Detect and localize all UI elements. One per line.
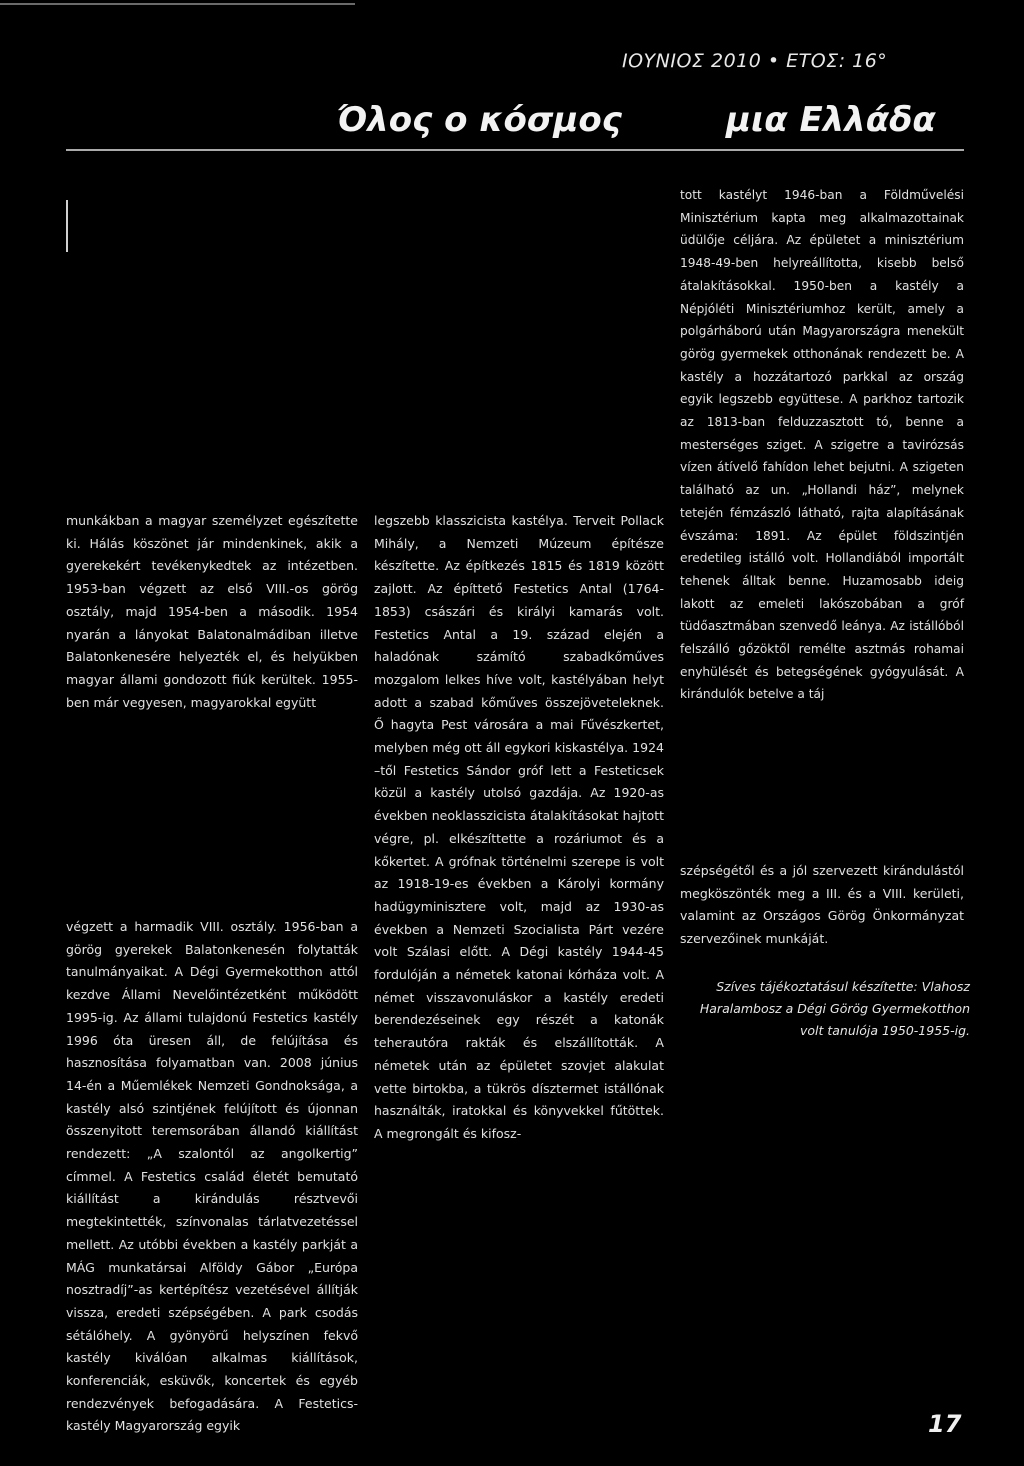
column-1-top: munkákban a magyar személyzet egészítette ki. Hálás köszönet jár mindenkinek, akik a gyerekekért tevékenykedtek az intézetben. 1953-ban végzett az első VIII.-os görög osztály, majd 1954-ben a második. 1954 nyarán a lányokat Balatonalmádiban illetve Balatonkenesére helyezték el, és helyükben magyar állami gondozott fiúk kerültek. 1955-ben már vegyesen, magyarokkal együtt (66, 513, 358, 710)
masthead-left: Όλος ο κόσμος (337, 100, 622, 140)
masthead-right: μια Ελλάδα (726, 100, 936, 140)
issue-line: ΙΟΥΝΙΟΣ 2010 • ΕΤΟΣ: 16° (622, 50, 888, 72)
margin-mark (66, 200, 68, 252)
column-3-top: tott kastélyt 1946-ban a Földművelési Minisztérium kapta meg alkalmazottainak üdülője céljára. Az épületet a minisztérium 1948-49-ben helyreállította, kisebb belső átalakításokkal. 1950-ben a kastély a Népjóléti Minisztériumhoz került, amely a polgárháború után Magyarországra menekült görög gyermekek otthonának rendezett be. A kastély a hozzátartozó parkkal az ország egyik legszebb együttese. A parkhoz tartozik az 1813-ban felduzzasztott tó, benne a mesterséges sziget. A szigetre a tavirózsás vízen átívelő fahídon lehet bejutni. A szigeten található az un. „Hollandi ház”, melynek tetején fémzászló látható, rajta alapításának évszáma: 1891. Az épület földszintjén eredetileg istálló volt. Hollandiából importált tehenek álltak benne. Huzamosabb ideig lakott az emeleti lakószobában a gróf tüdőasztmában szenvedő leánya. Az istállóból felszálló gőzöktől remélte asztmás rohamai enyhülését és betegségének gyógyulását. A kirándulók betelve a táj (680, 188, 964, 702)
header-rule (66, 149, 964, 151)
column-2: legszebb klasszicista kastélya. Terveit Pollack Mihály, a Nemzeti Múzeum építésze készítette. Az építkezés 1815 és 1819 között zajlott. Az építtető Festetics Antal (1764-1853) császári és királyi kamarás volt. Festetics Antal a 19. század elején a haladónak számító szabadkőműves mozgalom lelkes híve volt, kastélyában helyt adott a szabad kőműves összejöveteleknek. Ő hagyta Pest városára a mai Fűvészkertet, melyben még ott áll egykori kiskastélya. 1924 –től Festetics Sándor gróf lett a Festeticsek közül a kastély utolsó gazdája. Az 1920-as években neoklasszicista átalakításokat hajtott végre, pl. elkészíttette a rozáriumot és a kőkertet. A grófnak történelmi szerepe is volt az 1918-19-es években a Károlyi kormány hadügyminisztere volt, majd az 1930-as években a Nemzeti Szocialista Párt vezére volt Szálasi előtt. A Dégi kastély 1944-45 fordulóján a németek katonai kórháza volt. A német visszavonuláskor a kastély eredeti berendezéseinek egy részét a katonák teherautóra rakták és elszállították. A németek után az épületet szovjet alakulat vette birtokba, a tükrös dísztermet istállónak használták, iratokkal és könyvekkel fűtöttek. A megrongált és kifosz- (374, 513, 664, 1141)
page-number: 17 (928, 1410, 962, 1438)
top-rule (0, 3, 355, 5)
column-3-bottom: szépségétől és a jól szervezett kirándulástól megköszönték meg a III. és a VIII. kerületi, valamint az Országos Görög Önkormányzat szervezőinek munkáját. (680, 863, 964, 947)
column-1-bottom: végzett a harmadik VIII. osztály. 1956-ban a görög gyerekek Balatonkenesén folytatták tanulmányaikat. A Dégi Gyermekotthon attól kezdve Állami Nevelőintézetként működött 1995-ig. Az állami tulajdonú Festetics kastély 1996 óta üresen áll, de felújítása és hasznosítása folyamatban van. 2008 június 14-én a Műemlékek Nemzeti Gondnoksága, a kastély alsó szintjének felújított és újonnan összenyitott teremsorában állandó kiállítást rendezett: „A szalontól az angolkertig” címmel. A Festetics család életét bemutató kiállítást a kirándulás résztvevői megtekintették, színvonalas tárlatvezetéssel mellett. Az utóbbi években a kastély parkját a MÁG munkatársai Alföldy Gábor „Európa nosztradíj”-as kertépítész vezetésével állítják vissza, eredeti szépségében. A park csodás sétálóhely. A gyönyörű helyszínen fekvő kastély kiválóan alkalmas kiállítások, konferenciák, esküvők, koncertek és egyéb rendezvények befogadására. A Festetics-kastély Magyarország egyik (66, 919, 358, 1434)
author-credit: Szíves tájékoztatásul készítette: Vlahosz Haralambosz a Dégi Görög Gyermekotthon volt tanulója 1950-1955-ig. (699, 979, 970, 1038)
